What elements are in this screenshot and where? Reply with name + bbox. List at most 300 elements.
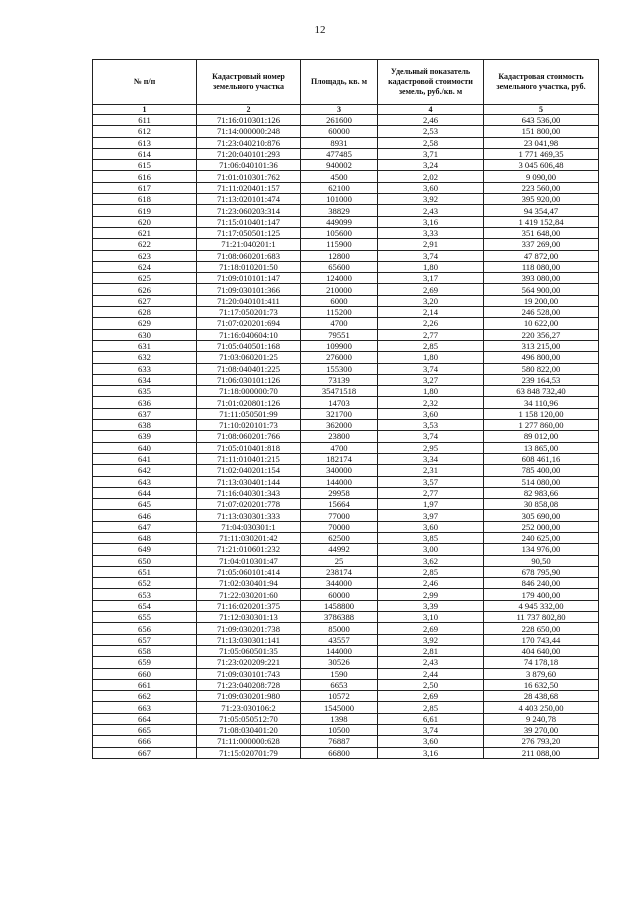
cell-unit-value: 3,62 (378, 555, 484, 566)
table-row (93, 532, 599, 543)
cell-area: 276000 (301, 352, 378, 363)
table-row (93, 137, 599, 148)
table-row (93, 329, 599, 340)
cell-area: 66800 (301, 747, 378, 758)
cell-cadastral-number: 71:09:030101:743 (197, 668, 301, 679)
cell-area: 261600 (301, 115, 378, 126)
cell-area: 1545000 (301, 702, 378, 713)
cell-row-number: 640 (93, 442, 197, 453)
cell-unit-value: 2,43 (378, 205, 484, 216)
cell-cadastral-number: 71:07:020201:694 (197, 318, 301, 329)
cell-row-number: 622 (93, 239, 197, 250)
cell-cadastral-value: 228 650,00 (484, 623, 599, 634)
cell-unit-value: 2,85 (378, 566, 484, 577)
cell-unit-value: 2,77 (378, 487, 484, 498)
table-row (93, 397, 599, 408)
cell-area: 25 (301, 555, 378, 566)
cell-cadastral-number: 71:13:030301:141 (197, 634, 301, 645)
cell-unit-value: 3,85 (378, 532, 484, 543)
cell-unit-value: 3,39 (378, 600, 484, 611)
cell-cadastral-number: 71:11:030201:42 (197, 532, 301, 543)
table-row (93, 453, 599, 464)
cell-area: 6653 (301, 679, 378, 690)
cell-area: 8931 (301, 137, 378, 148)
cell-unit-value: 2,26 (378, 318, 484, 329)
cell-area: 4500 (301, 171, 378, 182)
cell-unit-value: 3,60 (378, 182, 484, 193)
cell-row-number: 651 (93, 566, 197, 577)
cell-row-number: 639 (93, 431, 197, 442)
cell-unit-value: 3,00 (378, 544, 484, 555)
cell-cadastral-number: 71:01:010301:762 (197, 171, 301, 182)
cell-area: 109900 (301, 340, 378, 351)
header-cadastral-value: Кадастровая стоимость земельного участка, руб. (484, 60, 599, 105)
cell-cadastral-value: 220 356,27 (484, 329, 599, 340)
cell-area: 321700 (301, 408, 378, 419)
cell-unit-value: 2,95 (378, 442, 484, 453)
cell-area: 10572 (301, 691, 378, 702)
cell-area: 62100 (301, 182, 378, 193)
table-row (93, 386, 599, 397)
cell-unit-value: 2,31 (378, 465, 484, 476)
table-row (93, 250, 599, 261)
cell-cadastral-number: 71:11:050501:99 (197, 408, 301, 419)
cell-cadastral-number: 71:16:040301:343 (197, 487, 301, 498)
table-row (93, 725, 599, 736)
cell-area: 76887 (301, 736, 378, 747)
cell-row-number: 648 (93, 532, 197, 543)
column-number: 3 (301, 105, 378, 115)
cell-row-number: 620 (93, 216, 197, 227)
cell-unit-value: 2,69 (378, 691, 484, 702)
cell-row-number: 613 (93, 137, 197, 148)
cell-row-number: 627 (93, 295, 197, 306)
cell-cadastral-value: 9 240,78 (484, 713, 599, 724)
cell-row-number: 643 (93, 476, 197, 487)
cell-row-number: 636 (93, 397, 197, 408)
table-row (93, 465, 599, 476)
cell-row-number: 615 (93, 160, 197, 171)
cell-area: 182174 (301, 453, 378, 464)
table-row (93, 555, 599, 566)
table-row (93, 612, 599, 623)
table-row (93, 160, 599, 171)
cell-row-number: 644 (93, 487, 197, 498)
table-row (93, 148, 599, 159)
cell-cadastral-number: 71:17:050201:73 (197, 307, 301, 318)
column-number: 2 (197, 105, 301, 115)
cell-cadastral-value: 211 088,00 (484, 747, 599, 758)
cell-cadastral-value: 239 164,53 (484, 374, 599, 385)
cell-cadastral-value: 1 771 469,35 (484, 148, 599, 159)
cell-area: 344000 (301, 578, 378, 589)
cell-row-number: 632 (93, 352, 197, 363)
cell-cadastral-value: 10 622,00 (484, 318, 599, 329)
cell-area: 101000 (301, 194, 378, 205)
cell-row-number: 655 (93, 612, 197, 623)
cell-cadastral-value: 63 848 732,40 (484, 386, 599, 397)
cell-row-number: 642 (93, 465, 197, 476)
table-row (93, 182, 599, 193)
cell-cadastral-number: 71:06:040101:36 (197, 160, 301, 171)
cell-unit-value: 3,34 (378, 453, 484, 464)
cell-unit-value: 1,97 (378, 499, 484, 510)
cell-cadastral-value: 580 822,00 (484, 363, 599, 374)
column-number: 1 (93, 105, 197, 115)
table-row (93, 273, 599, 284)
cell-cadastral-value: 223 560,00 (484, 182, 599, 193)
cell-unit-value: 2,58 (378, 137, 484, 148)
table-row (93, 340, 599, 351)
table-row (93, 284, 599, 295)
cell-cadastral-number: 71:20:040101:293 (197, 148, 301, 159)
cell-area: 77000 (301, 510, 378, 521)
cell-cadastral-value: 34 110,96 (484, 397, 599, 408)
cell-cadastral-number: 71:13:030301:333 (197, 510, 301, 521)
cell-unit-value: 3,17 (378, 273, 484, 284)
cell-cadastral-number: 71:08:040401:225 (197, 363, 301, 374)
cell-area: 10500 (301, 725, 378, 736)
table-row (93, 374, 599, 385)
cell-cadastral-value: 74 178,18 (484, 657, 599, 668)
cell-cadastral-value: 23 041,98 (484, 137, 599, 148)
cell-cadastral-value: 351 648,00 (484, 227, 599, 238)
cell-cadastral-value: 30 858,08 (484, 499, 599, 510)
cell-unit-value: 3,16 (378, 216, 484, 227)
cell-row-number: 637 (93, 408, 197, 419)
cell-unit-value: 2,69 (378, 284, 484, 295)
cell-cadastral-number: 71:03:060201:25 (197, 352, 301, 363)
cell-area: 60000 (301, 126, 378, 137)
cell-row-number: 624 (93, 261, 197, 272)
table-row (93, 668, 599, 679)
cell-unit-value: 3,33 (378, 227, 484, 238)
cell-cadastral-value: 395 920,00 (484, 194, 599, 205)
cell-area: 14703 (301, 397, 378, 408)
table-row (93, 702, 599, 713)
cell-cadastral-number: 71:16:010301:126 (197, 115, 301, 126)
cell-row-number: 652 (93, 578, 197, 589)
cell-unit-value: 2,99 (378, 589, 484, 600)
cell-area: 73139 (301, 374, 378, 385)
cell-cadastral-value: 47 872,00 (484, 250, 599, 261)
cell-unit-value: 3,53 (378, 420, 484, 431)
cell-row-number: 641 (93, 453, 197, 464)
cell-area: 4700 (301, 318, 378, 329)
cell-area: 62500 (301, 532, 378, 543)
cell-cadastral-value: 118 080,00 (484, 261, 599, 272)
table-row (93, 115, 599, 126)
cell-cadastral-number: 71:13:020101:474 (197, 194, 301, 205)
table-row (93, 408, 599, 419)
cell-unit-value: 3,60 (378, 408, 484, 419)
cell-area: 238174 (301, 566, 378, 577)
table-row (93, 171, 599, 182)
cell-cadastral-number: 71:01:020801:126 (197, 397, 301, 408)
cell-area: 60000 (301, 589, 378, 600)
cell-cadastral-value: 13 865,00 (484, 442, 599, 453)
cell-cadastral-number: 71:09:010101:147 (197, 273, 301, 284)
cell-unit-value: 2,02 (378, 171, 484, 182)
cell-row-number: 633 (93, 363, 197, 374)
cell-unit-value: 2,32 (378, 397, 484, 408)
cell-cadastral-number: 71:23:030106:2 (197, 702, 301, 713)
cell-cadastral-number: 71:11:000000:628 (197, 736, 301, 747)
cell-area: 44992 (301, 544, 378, 555)
cell-cadastral-value: 4 403 250,00 (484, 702, 599, 713)
table-row (93, 227, 599, 238)
cell-area: 38829 (301, 205, 378, 216)
table-row (93, 239, 599, 250)
cell-cadastral-number: 71:18:010201:50 (197, 261, 301, 272)
cell-unit-value: 3,20 (378, 295, 484, 306)
cell-area: 144000 (301, 645, 378, 656)
cell-cadastral-number: 71:09:030201:980 (197, 691, 301, 702)
cell-cadastral-number: 71:11:010401:215 (197, 453, 301, 464)
table-row (93, 194, 599, 205)
cell-cadastral-number: 71:02:040201:154 (197, 465, 301, 476)
cell-row-number: 656 (93, 623, 197, 634)
cell-unit-value: 2,91 (378, 239, 484, 250)
table-row (93, 442, 599, 453)
cell-cadastral-number: 71:23:020209:221 (197, 657, 301, 668)
cell-area: 30526 (301, 657, 378, 668)
cell-row-number: 659 (93, 657, 197, 668)
cell-cadastral-value: 3 045 606,48 (484, 160, 599, 171)
cell-area: 3786388 (301, 612, 378, 623)
cell-cadastral-value: 1 158 120,00 (484, 408, 599, 419)
cell-row-number: 649 (93, 544, 197, 555)
cell-row-number: 619 (93, 205, 197, 216)
table-row (93, 521, 599, 532)
table-row (93, 126, 599, 137)
cell-cadastral-value: 678 795,90 (484, 566, 599, 577)
cell-unit-value: 3,27 (378, 374, 484, 385)
cell-area: 70000 (301, 521, 378, 532)
cell-area: 940002 (301, 160, 378, 171)
cell-cadastral-number: 71:09:030101:366 (197, 284, 301, 295)
cell-area: 362000 (301, 420, 378, 431)
cell-cadastral-value: 246 528,00 (484, 307, 599, 318)
cell-unit-value: 2,77 (378, 329, 484, 340)
table-row (93, 205, 599, 216)
cell-area: 79551 (301, 329, 378, 340)
table-row (93, 736, 599, 747)
table-row (93, 431, 599, 442)
cell-row-number: 629 (93, 318, 197, 329)
table-row (93, 623, 599, 634)
header-row-number: № п/п (93, 60, 197, 105)
cell-cadastral-value: 134 976,00 (484, 544, 599, 555)
cell-area: 15664 (301, 499, 378, 510)
cell-unit-value: 3,74 (378, 363, 484, 374)
table-row (93, 657, 599, 668)
cell-cadastral-number: 71:11:020401:157 (197, 182, 301, 193)
cell-cadastral-value: 393 080,00 (484, 273, 599, 284)
cell-cadastral-value: 90,50 (484, 555, 599, 566)
table-row (93, 578, 599, 589)
cell-cadastral-number: 71:15:020701:79 (197, 747, 301, 758)
cell-row-number: 618 (93, 194, 197, 205)
cell-area: 340000 (301, 465, 378, 476)
cell-unit-value: 2,43 (378, 657, 484, 668)
cell-unit-value: 2,85 (378, 702, 484, 713)
table-row (93, 679, 599, 690)
cell-cadastral-value: 496 800,00 (484, 352, 599, 363)
cell-unit-value: 1,80 (378, 261, 484, 272)
cell-cadastral-number: 71:05:060501:35 (197, 645, 301, 656)
cell-cadastral-value: 4 945 332,00 (484, 600, 599, 611)
cell-area: 210000 (301, 284, 378, 295)
cell-row-number: 650 (93, 555, 197, 566)
table-row (93, 487, 599, 498)
cell-row-number: 635 (93, 386, 197, 397)
cell-unit-value: 3,74 (378, 250, 484, 261)
cell-cadastral-value: 252 000,00 (484, 521, 599, 532)
cell-cadastral-value: 94 354,47 (484, 205, 599, 216)
cell-row-number: 662 (93, 691, 197, 702)
table-row (93, 566, 599, 577)
cell-area: 105600 (301, 227, 378, 238)
cell-unit-value: 3,57 (378, 476, 484, 487)
table-row (93, 691, 599, 702)
cell-cadastral-number: 71:04:010301:47 (197, 555, 301, 566)
cell-cadastral-value: 16 632,50 (484, 679, 599, 690)
cell-unit-value: 3,74 (378, 725, 484, 736)
table-body (93, 115, 599, 759)
cell-unit-value: 3,74 (378, 431, 484, 442)
table-row (93, 352, 599, 363)
cell-cadastral-value: 514 080,00 (484, 476, 599, 487)
table-row (93, 747, 599, 758)
cell-area: 155300 (301, 363, 378, 374)
cell-row-number: 621 (93, 227, 197, 238)
cell-area: 124000 (301, 273, 378, 284)
cell-area: 6000 (301, 295, 378, 306)
cell-row-number: 660 (93, 668, 197, 679)
cell-cadastral-value: 846 240,00 (484, 578, 599, 589)
cell-cadastral-number: 71:10:020101:73 (197, 420, 301, 431)
cell-cadastral-value: 82 983,66 (484, 487, 599, 498)
column-number: 4 (378, 105, 484, 115)
cell-cadastral-number: 71:22:030201:60 (197, 589, 301, 600)
table-row (93, 713, 599, 724)
cell-area: 23800 (301, 431, 378, 442)
cell-row-number: 617 (93, 182, 197, 193)
cell-unit-value: 2,50 (378, 679, 484, 690)
table-row (93, 420, 599, 431)
cell-area: 4700 (301, 442, 378, 453)
table-row (93, 216, 599, 227)
cell-row-number: 646 (93, 510, 197, 521)
cell-row-number: 653 (93, 589, 197, 600)
cell-area: 43557 (301, 634, 378, 645)
cell-cadastral-value: 608 461,16 (484, 453, 599, 464)
cell-cadastral-value: 3 879,60 (484, 668, 599, 679)
cell-cadastral-number: 71:21:040201:1 (197, 239, 301, 250)
cell-unit-value: 2,69 (378, 623, 484, 634)
cell-area: 1590 (301, 668, 378, 679)
cell-cadastral-value: 170 743,44 (484, 634, 599, 645)
cell-row-number: 630 (93, 329, 197, 340)
cell-cadastral-value: 643 536,00 (484, 115, 599, 126)
cell-area: 65600 (301, 261, 378, 272)
cell-cadastral-number: 71:02:030401:94 (197, 578, 301, 589)
cell-area: 1398 (301, 713, 378, 724)
cell-cadastral-value: 9 090,00 (484, 171, 599, 182)
table-row (93, 261, 599, 272)
cell-row-number: 612 (93, 126, 197, 137)
cell-cadastral-value: 1 419 152,84 (484, 216, 599, 227)
cell-unit-value: 2,81 (378, 645, 484, 656)
cell-area: 12800 (301, 250, 378, 261)
cell-cadastral-number: 71:18:000000:70 (197, 386, 301, 397)
cell-unit-value: 2,46 (378, 578, 484, 589)
cell-unit-value: 2,44 (378, 668, 484, 679)
cell-cadastral-number: 71:16:020201:375 (197, 600, 301, 611)
cell-area: 35471518 (301, 386, 378, 397)
cell-row-number: 628 (93, 307, 197, 318)
cell-cadastral-number: 71:23:040210:876 (197, 137, 301, 148)
cell-cadastral-number: 71:20:040101:411 (197, 295, 301, 306)
column-number-row (93, 105, 599, 115)
cell-cadastral-number: 71:05:060101:414 (197, 566, 301, 577)
cell-cadastral-value: 564 900,00 (484, 284, 599, 295)
cell-unit-value: 3,92 (378, 194, 484, 205)
cell-row-number: 666 (93, 736, 197, 747)
cell-area: 1458800 (301, 600, 378, 611)
column-number: 5 (484, 105, 599, 115)
cell-unit-value: 2,85 (378, 340, 484, 351)
table-row (93, 510, 599, 521)
cell-cadastral-number: 71:13:030401:144 (197, 476, 301, 487)
cell-cadastral-value: 313 215,00 (484, 340, 599, 351)
cell-cadastral-number: 71:06:030101:126 (197, 374, 301, 385)
cell-unit-value: 3,71 (378, 148, 484, 159)
cell-row-number: 645 (93, 499, 197, 510)
header-row (93, 60, 599, 105)
cell-cadastral-value: 1 277 860,00 (484, 420, 599, 431)
cell-row-number: 647 (93, 521, 197, 532)
cell-unit-value: 2,53 (378, 126, 484, 137)
cell-row-number: 664 (93, 713, 197, 724)
cell-unit-value: 2,46 (378, 115, 484, 126)
cell-row-number: 626 (93, 284, 197, 295)
cell-row-number: 616 (93, 171, 197, 182)
cell-area: 449099 (301, 216, 378, 227)
cell-area: 477485 (301, 148, 378, 159)
cell-cadastral-value: 785 400,00 (484, 465, 599, 476)
cell-unit-value: 1,80 (378, 352, 484, 363)
cell-row-number: 667 (93, 747, 197, 758)
header-unit-value: Удельный показатель кадастровой стоимости земель, руб./кв. м (378, 60, 484, 105)
cell-cadastral-value: 240 625,00 (484, 532, 599, 543)
cell-cadastral-value: 89 012,00 (484, 431, 599, 442)
cell-cadastral-value: 19 200,00 (484, 295, 599, 306)
cell-cadastral-value: 11 737 802,80 (484, 612, 599, 623)
cell-unit-value: 3,60 (378, 521, 484, 532)
table-row (93, 363, 599, 374)
cell-area: 85000 (301, 623, 378, 634)
cell-row-number: 631 (93, 340, 197, 351)
cell-cadastral-number: 71:17:050501:125 (197, 227, 301, 238)
cell-row-number: 614 (93, 148, 197, 159)
table-row (93, 645, 599, 656)
cell-unit-value: 1,80 (378, 386, 484, 397)
cell-cadastral-number: 71:15:010401:147 (197, 216, 301, 227)
page-number: 12 (314, 24, 326, 36)
table-row (93, 476, 599, 487)
